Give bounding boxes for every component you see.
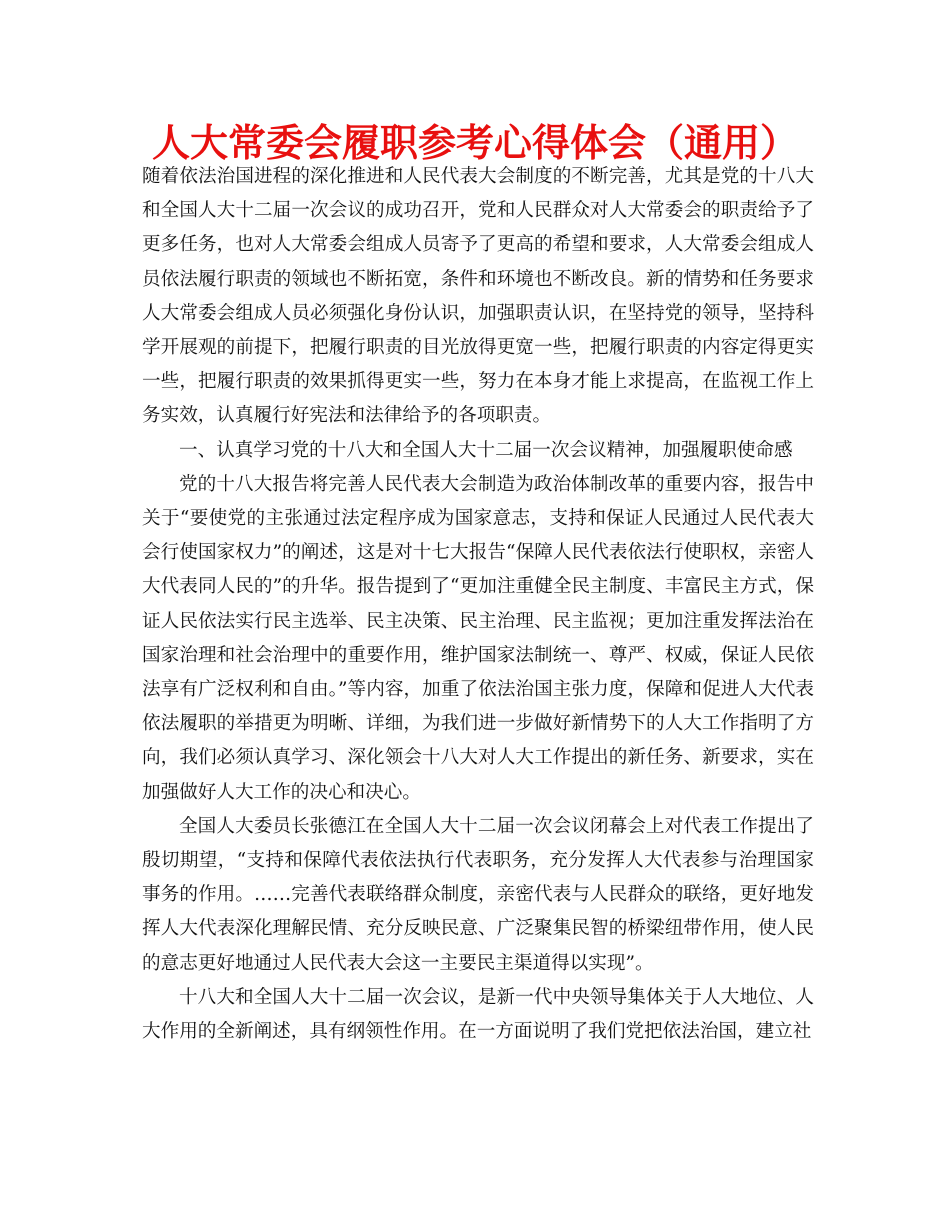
section-heading-1: 一、认真学习党的十八大和全国人大十二届一次会议精神，加强履职使命感	[179, 439, 793, 461]
paragraph-18th-congress-report: 党的十八大报告将完善人民代表大会制造为政治体制改革的重要内容，报告中关于“要使党的主张通过法定程序成为国家意志，支持和保证人民通过人民代表大会行使国家权力”的阐述，这是对十七大报告“保障人民代表依法行使职权，亲密人大代表同人民的”的升华。报告提到了“更加注重健全民主制度、丰富民主方式，保证人民依法实行民主选举、民主决策、民主治理、民主监视；更加注重发挥法治在国家治理和社会治理中的重要作用，维护国家法制统一、尊严、权威，保证人民依法享有广泛权利和自由。”等内容，加重了依法治国主张力度，保障和促进人大代表依法履职的举措更为明晰、详细，为我们进一步做好新情势下的人大工作指明了方向，我们必须认真学习、深化领会十八大对人大工作提出的新任务、新要求，实在加强做好人大工作的决心和决心。	[142, 473, 814, 803]
paragraph-new-leadership: 十八大和全国人大十二届一次会议，是新一代中央领导集体关于人大地位、人大作用的全新阐述，具有纲领性作用。在一方面说明了我们党把依法治国，建立社	[142, 986, 814, 1043]
document-title: 人大常委会履职参考心得体会（通用）	[151, 121, 798, 165]
paragraph-zhang-dejiang-speech: 全国人大委员长张德江在全国人大十二届一次会议闭幕会上对代表工作提出了殷切期望，“支持和保障代表依法执行代表职务，充分发挥人大代表参与治理国家事务的作用。……完善代表联络群众制度，亲密代表与人民群众的联络，更好地发挥人大代表深化理解民情、充分反映民意、广泛聚集民智的桥梁纽带作用，使人民的意志更好地通过人民代表大会这一主要民主渠道得以实现”。	[142, 815, 814, 974]
document-body	[142, 160, 814, 1049]
paragraph-intro: 随着依法治国进程的深化推进和人民代表大会制度的不断完善，尤其是党的十八大和全国人大十二届一次会议的成功召开，党和人民群众对人大常委会的职责给予了更多任务，也对人大常委会组成人员寄予了更高的希望和要求，人大常委会组成人员依法履行职责的领域也不断拓宽，条件和环境也不断改良。新的情势和任务要求人大常委会组成人员必须强化身份认识，加强职责认识，在坚持党的领导，坚持科学开展观的前提下，把履行职责的目光放得更宽一些，把履行职责的内容定得更实一些，把履行职责的效果抓得更实一些，努力在本身才能上求提高，在监视工作上务实效，认真履行好宪法和法律给予的各项职责。	[142, 166, 814, 427]
